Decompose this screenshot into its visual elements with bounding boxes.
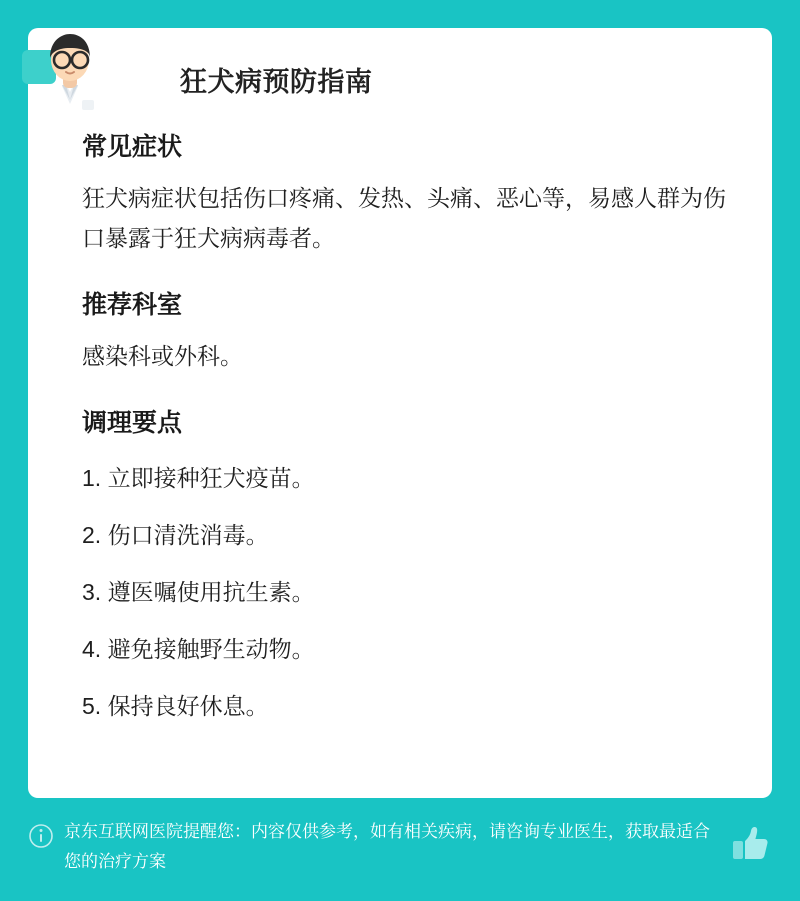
list-item: 4. 避免接触野生动物。 [82, 636, 315, 662]
section-body-symptoms: 狂犬病症状包括伤口疼痛、发热、头痛、恶心等，易感人群为伤口暴露于狂犬病病毒者。 [82, 185, 726, 251]
page-title: 狂犬病预防指南 [180, 67, 373, 97]
section-heading-symptoms: 常见症状 [82, 133, 183, 161]
list-item: 2. 伤口清洗消毒。 [82, 522, 269, 548]
section-department [60, 288, 740, 376]
section-body-department: 感染科或外科。 [82, 343, 243, 369]
doctor-avatar-icon [22, 22, 118, 118]
section-symptoms [60, 130, 740, 258]
section-heading-care-points: 调理要点 [82, 409, 183, 437]
list-item: 3. 遵医嘱使用抗生素。 [82, 579, 315, 605]
footer-text: 京东互联网医院提醒您：内容仅供参考，如有相关疾病，请咨询专业医生，获取最适合您的治疗方案 [64, 822, 710, 871]
guide-card [28, 28, 772, 798]
section-care-points [60, 406, 740, 726]
footer-disclaimer [28, 815, 772, 885]
list-item: 5. 保持良好休息。 [82, 693, 269, 719]
thumbs-up-icon[interactable] [728, 821, 772, 865]
list-item: 1. 立即接种狂犬疫苗。 [82, 465, 315, 491]
section-heading-department: 推荐科室 [82, 291, 183, 319]
care-points-list [82, 458, 740, 726]
info-icon [28, 823, 54, 849]
